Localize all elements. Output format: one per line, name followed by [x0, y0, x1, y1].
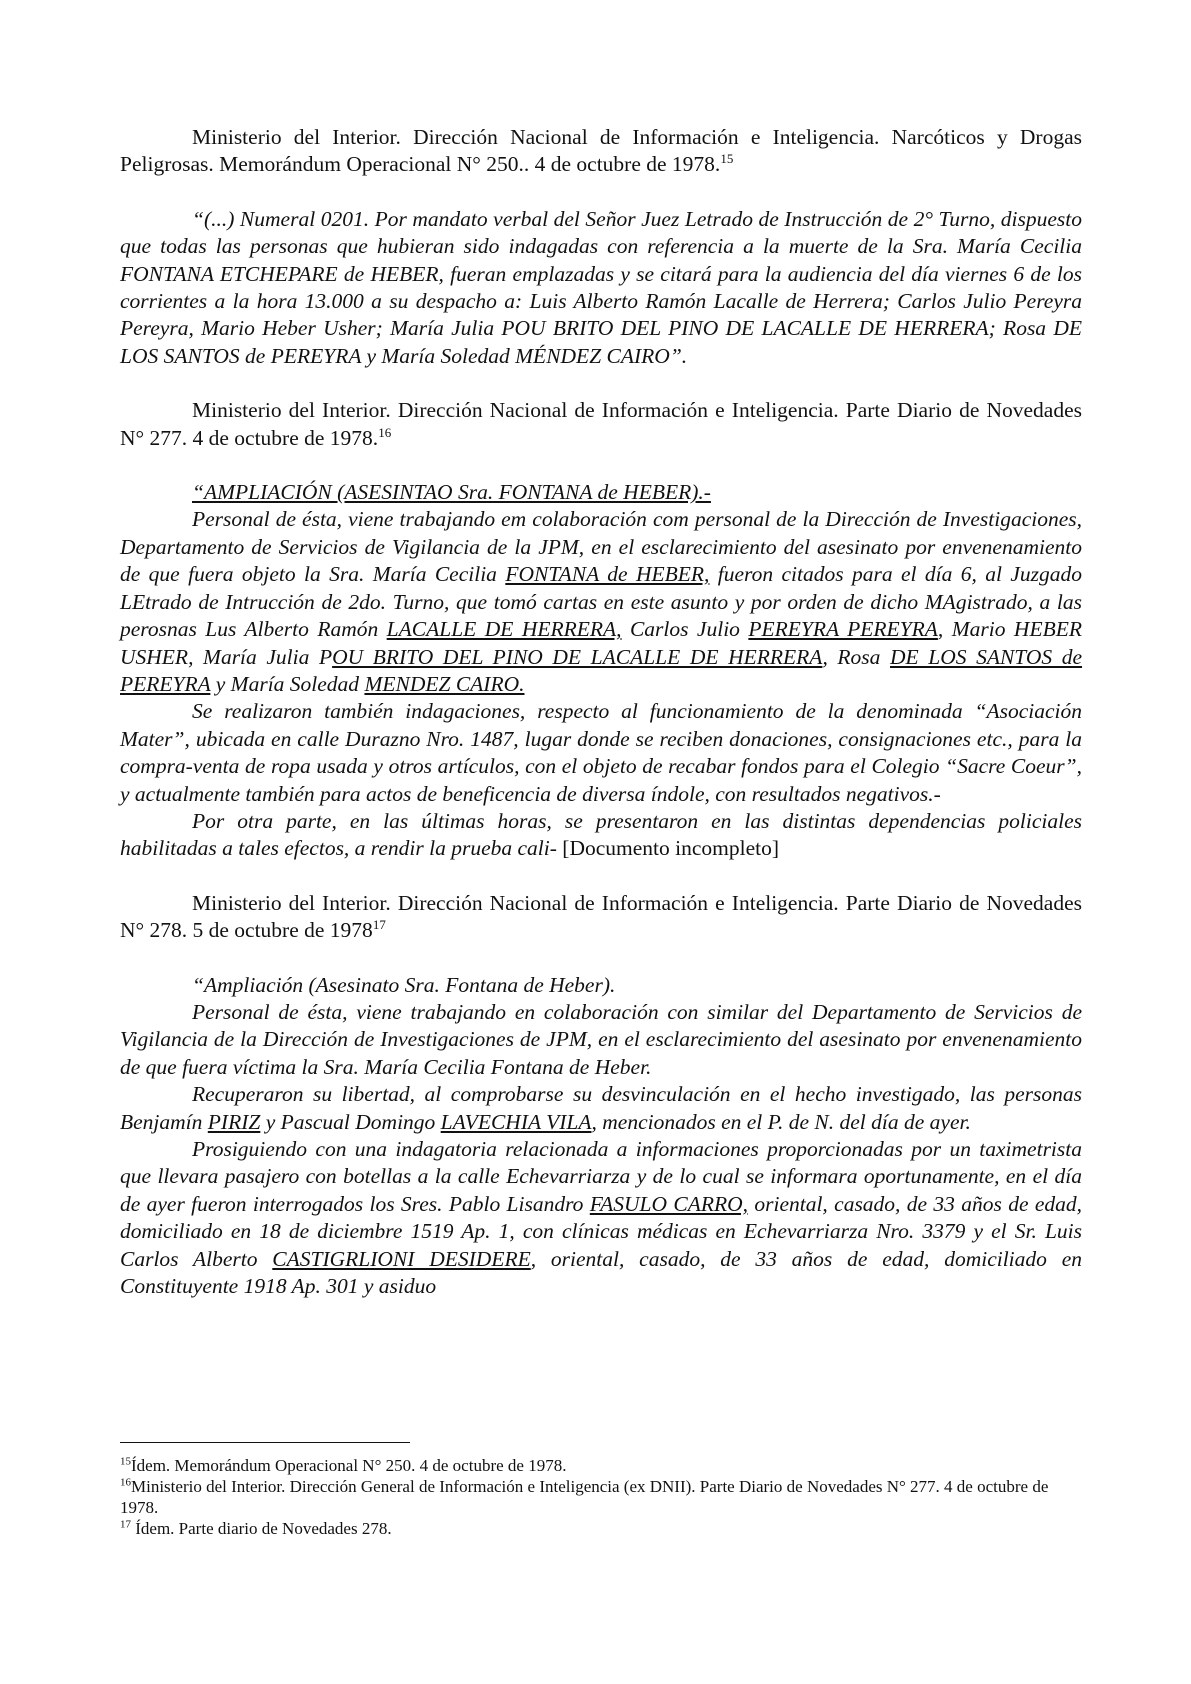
section2-paragraph-2: Se realizaron también indagaciones, respecto al funcionamiento de la denominada “Asociación Mater”, ubicada en calle Durazno Nro. 1487, lugar donde se reciben donaciones, consignaciones etc., para la compra-venta de ropa usada y otros artículos, con el objeto de recabar fondos para el Colegio “Sacre Coeur”, y actualmente también para actos de beneficencia de diversa índole, con resultados negativos.- [120, 699, 1082, 806]
section2-paragraph-3: Por otra parte, en las últimas horas, se presentaron en las distintas dependencias policiales habilitadas a tales efectos, a rendir la prueba cali- [Documento incompleto] [120, 808, 1082, 861]
section1-quote: “(...) Numeral 0201. Por mandato verbal del Señor Juez Letrado de Instrucción de 2° Turno, dispuesto que todas las personas que hubieran sido indagadas con referencia a la muerte de la Sra. María Cecilia FONTANA ETCHEPARE de HEBER, fueran emplazadas y se citará para la audiencia del día viernes 6 de los corrientes a la hora 13.000 a su despacho a: Luis Alberto Ramón Lacalle de Herrera; Carlos Julio Pereyra Pereyra, Mario Heber Usher; María Julia POU BRITO DEL PINO DE LACALLE DE HERRERA; Rosa DE LOS SANTOS de PEREYRA y María Soledad MÉNDEZ CAIRO”. [120, 206, 1082, 368]
section2-subtitle: “AMPLIACIÓN (ASESINTAO Sra. FONTANA de HEBER).- [192, 480, 711, 505]
footnote-ref-16[interactable]: 16 [378, 424, 392, 440]
footnotes [120, 1455, 1082, 1539]
footnote-16: $^{16}$Ministerio del Interior. Dirección General de Información e Inteligencia (ex DNII). Parte Diario de Novedades N° 277. 4 de octubre de 1978. [120, 1476, 1049, 1517]
section2-paragraph-1: Personal de ésta, viene trabajando em colaboración com personal de la Dirección de Investigaciones, Departamento de Servicios de Vigilancia de la JPM, en el esclarecimiento del asesinato por envenenamiento de que fuera objeto la Sra. María Cecilia FONTANA de HEBER, fueron citados para el día 6, al Juzgado LEtrado de Intrucción de 2do. Turno, que tomó cartas en este asunto y por orden de dicho MAgistrado, a las perosnas Lus Alberto Ramón LACALLE DE HERRERA, Carlos Julio PEREYRA PEREYRA, Mario HEBER USHER, María Julia POU BRITO DEL PINO DE LACALLE DE HERRERA, Rosa DE LOS SANTOS de PEREYRA y María Soledad MENDEZ CAIRO. [120, 507, 1083, 696]
section2-heading: Ministerio del Interior. Dirección Nacional de Información e Inteligencia. Parte Diario de Novedades N° 277. 4 de octubre de 1978.16 [120, 398, 1082, 450]
document-body [120, 124, 1082, 1300]
footnote-17: $^{17}$ Ídem. Parte diario de Novedades 278. [120, 1518, 392, 1538]
footnote-ref-15[interactable]: 15 [720, 151, 734, 167]
section3-paragraph-2: Recuperaron su libertad, al comprobarse su desvinculación en el hecho investigado, las personas Benjamín PIRIZ y Pascual Domingo LAVECHIA VILA, mencionados en el P. de N. del día de ayer. [120, 1082, 1082, 1134]
footnote-15: $^{15}$Ídem. Memorándum Operacional N° 250. 4 de octubre de 1978. [120, 1455, 567, 1475]
section3-subtitle: “Ampliación (Asesinato Sra. Fontana de Heber). [192, 972, 616, 997]
section3-paragraph-3: Prosiguiendo con una indagatoria relacionada a informaciones proporcionadas por un taximetrista que llevara pasajero con botellas a la calle Echevarriarza y de lo cual se informara oportunamente, en el día de ayer fueron interrogados los Sres. Pablo Lisandro FASULO CARRO, oriental, casado, de 33 años de edad, domiciliado en 18 de diciembre 1519 Ap. 1, con clínicas médicas en Echevarriarza Nro. 3379 y el Sr. Luis Carlos Alberto CASTIGRLIONI DESIDERE, oriental, casado, de 33 años de edad, domiciliado en Constituyente 1918 Ap. 301 y asiduo [120, 1137, 1083, 1299]
section3-heading: Ministerio del Interior. Dirección Nacional de Información e Inteligencia. Parte Diario de Novedades N° 278. 5 de octubre de 1978$^{17}$ [120, 890, 1082, 943]
incomplete-document-note: [Documento incompleto] [556, 836, 780, 861]
footnote-ref-17[interactable]: 17 [372, 917, 386, 932]
section1-heading: Ministerio del Interior. Dirección Nacional de Información e Inteligencia. Narcóticos y Drogas Peligrosas. Memorándum Operacional N° 250.. 4 de octubre de 1978.15 [120, 125, 1082, 177]
section3-paragraph-1: Personal de ésta, viene trabajando en colaboración con similar del Departamento de Servicios de Vigilancia de la Dirección de Investigaciones de JPM, en el esclarecimiento del asesinato por envenenamiento de que fuera víctima la Sra. María Cecilia Fontana de Heber. [120, 999, 1082, 1079]
footnote-separator [120, 1442, 410, 1443]
